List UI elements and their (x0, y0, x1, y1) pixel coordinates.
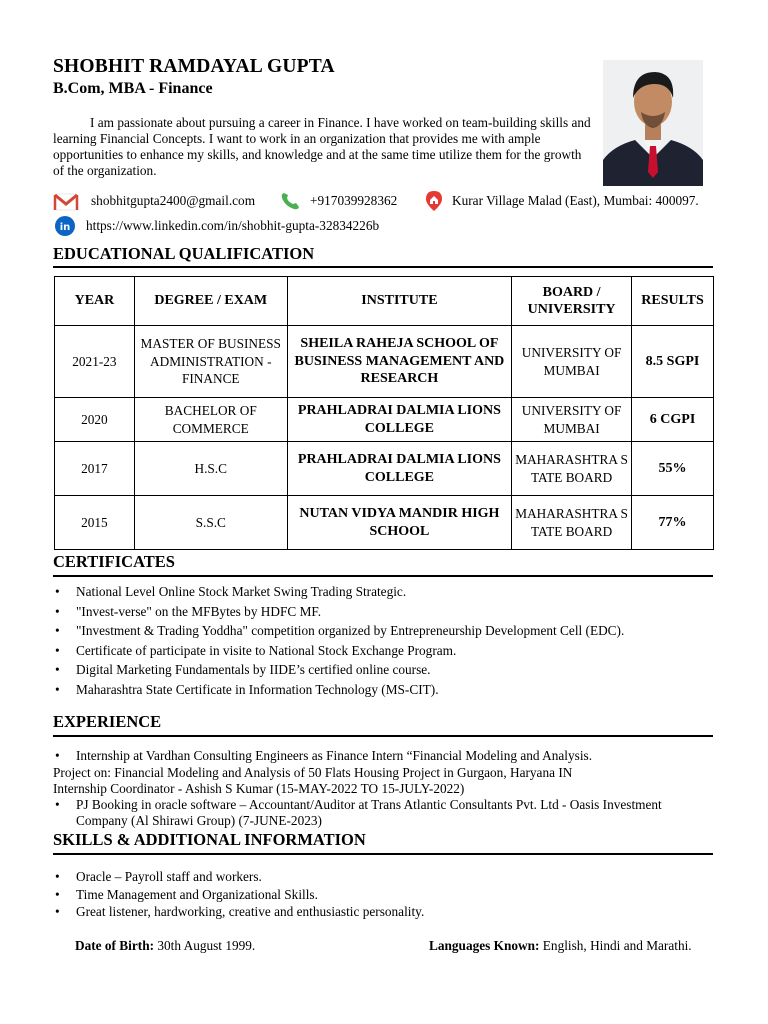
result-cell: 8.5 SGPI (632, 326, 714, 398)
linkedin-contact[interactable] (53, 215, 379, 237)
col-year: YEAR (55, 277, 135, 326)
list-item: • "Investment & Trading Yoddha" competition organized by Entrepreneurship Development Cell (EDC). (53, 621, 624, 641)
list-item: • Maharashtra State Certificate in Information Technology (MS-CIT). (53, 680, 624, 700)
candidate-name: SHOBHIT RAMDAYAL GUPTA (53, 56, 335, 77)
col-institute: INSTITUTE (287, 277, 511, 326)
section-divider (53, 853, 713, 855)
languages-label: Languages Known: (429, 938, 540, 953)
coordinator-text: Internship Coordinator - Ashish S Kumar (15-MAY-2022 TO 15-JULY-2022) (53, 781, 465, 796)
col-results: RESULTS (632, 277, 714, 326)
institute-cell: PRAHLADRAI DALMIA LIONS COLLEGE (287, 442, 511, 496)
year-cell: 2020 (55, 398, 135, 442)
skills-title: SKILLS & ADDITIONAL INFORMATION (53, 830, 366, 849)
profile-summary: I am passionate about pursuing a career in Finance. I have worked on team-building skills and learning Financial Concepts. I want to work in an organization that provides me with ample opportunities to enhance my skills, and knowledge and at the same time utilize them for the growth of the organization. (53, 115, 591, 178)
col-degree: DEGREE / EXAM (134, 277, 287, 326)
linkedin-icon (53, 215, 79, 237)
col-board: BOARD / UNIVERSITY (512, 277, 632, 326)
result-cell: 6 CGPI (632, 398, 714, 442)
section-divider (53, 575, 713, 577)
section-divider (53, 266, 713, 268)
experience-text-cont: Company (Al Shirawi Group) (7-JUNE-2023) (76, 813, 322, 828)
degree-cell: BACHELOR OF COMMERCE (134, 398, 287, 442)
year-cell: 2021-23 (55, 326, 135, 398)
skills-list (53, 868, 424, 921)
degree-cell: H.S.C (134, 442, 287, 496)
table-row (55, 326, 714, 398)
certificates-list (53, 582, 624, 700)
institute-cell: SHEILA RAHEJA SCHOOL OF BUSINESS MANAGEMENT AND RESEARCH (287, 326, 511, 398)
result-cell: 55% (632, 442, 714, 496)
degree-cell: MASTER OF BUSINESS ADMINISTRATION - FINANCE (134, 326, 287, 398)
year-cell: 2015 (55, 496, 135, 550)
experience-title: EXPERIENCE (53, 712, 162, 731)
table-row (55, 398, 714, 442)
bullet-icon: • (55, 797, 60, 812)
list-item: • Certificate of participate in visite to National Stock Exchange Program. (53, 641, 624, 661)
svg-text:in: in (59, 222, 71, 233)
phone-contact[interactable] (278, 190, 397, 212)
address-text: Kurar Village Malad (East), Mumbai: 400097. (452, 193, 699, 208)
dob-value: 30th August 1999. (157, 938, 256, 953)
list-item: • "Invest-verse" on the MFBytes by HDFC MF. (53, 602, 624, 622)
board-cell: MAHARASHTRA STATE BOARD (512, 496, 632, 550)
degree-cell: S.S.C (134, 496, 287, 550)
address-contact (422, 190, 699, 212)
section-divider (53, 735, 713, 737)
languages-value: English, Hindi and Marathi. (542, 938, 692, 953)
date-of-birth (75, 938, 255, 954)
table-header-row (55, 277, 714, 326)
phone-text: +917039928362 (310, 193, 398, 208)
project-text: Project on: Financial Modeling and Analysis of 50 Flats Housing Project in Gurgaon, Haryana IN (53, 765, 573, 780)
list-item: • National Level Online Stock Market Swing Trading Strategic. (53, 582, 624, 602)
board-cell: UNIVERSITY OF MUMBAI (512, 398, 632, 442)
location-pin-icon (422, 190, 448, 212)
institute-cell: PRAHLADRAI DALMIA LIONS COLLEGE (287, 398, 511, 442)
bullet-icon: • (55, 748, 60, 763)
board-cell: MAHARASHTRA STATE BOARD (512, 442, 632, 496)
email-contact[interactable] (53, 190, 255, 212)
phone-icon (278, 190, 304, 212)
experience-text: PJ Booking in oracle software – Accountant/Auditor at Trans Atlantic Consultants Pvt. Ltd - Oasis Investment (76, 797, 662, 812)
candidate-degree: B.Com, MBA - Finance (53, 80, 213, 97)
gmail-icon (53, 190, 79, 212)
linkedin-url[interactable]: https://www.linkedin.com/in/shobhit-gupta-32834226b (86, 218, 380, 233)
experience-item (53, 797, 662, 813)
list-item: • Digital Marketing Fundamentals by IIDE’s certified online course. (53, 660, 624, 680)
languages-known (429, 938, 692, 954)
institute-cell: NUTAN VIDYA MANDIR HIGH SCHOOL (287, 496, 511, 550)
year-cell: 2017 (55, 442, 135, 496)
profile-photo (603, 60, 703, 186)
table-row (55, 496, 714, 550)
education-table (54, 276, 714, 550)
certificates-title: CERTIFICATES (53, 552, 175, 571)
table-row (55, 442, 714, 496)
list-item: • Oracle – Payroll staff and workers. (53, 868, 424, 886)
education-title: EDUCATIONAL QUALIFICATION (53, 244, 315, 263)
email-text: shobhitgupta2400@gmail.com (91, 193, 256, 208)
board-cell: UNIVERSITY OF MUMBAI (512, 326, 632, 398)
dob-label: Date of Birth: (75, 938, 155, 953)
experience-text: Internship at Vardhan Consulting Engineers as Finance Intern “Financial Modeling and Analysis. (76, 748, 593, 763)
result-cell: 77% (632, 496, 714, 550)
list-item: • Great listener, hardworking, creative and enthusiastic personality. (53, 903, 424, 921)
list-item: • Time Management and Organizational Skills. (53, 886, 424, 904)
experience-item (53, 748, 592, 764)
